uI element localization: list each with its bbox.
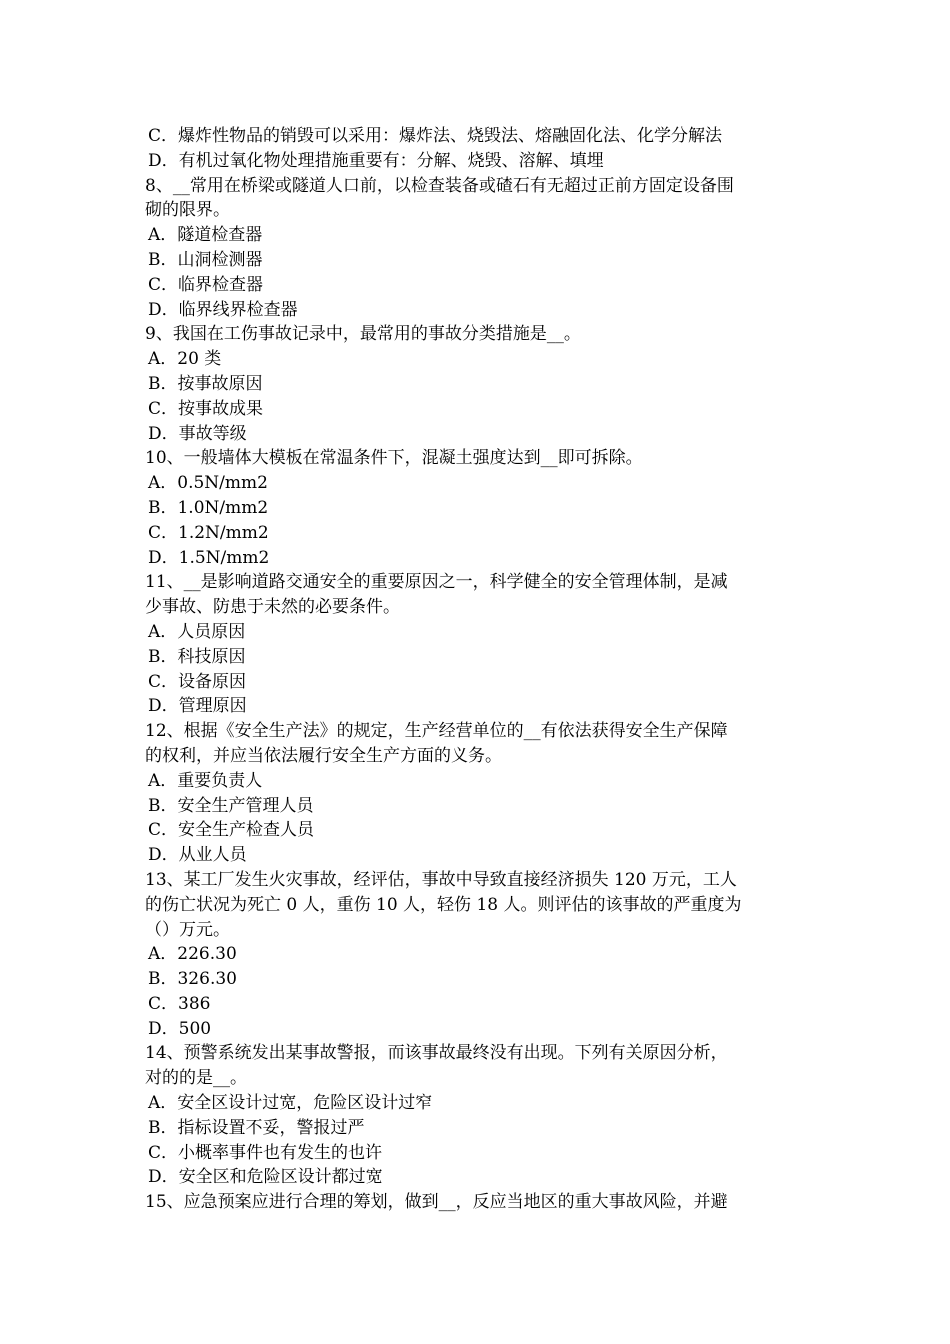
answer-option-line: A．0.5N/mm2	[148, 473, 268, 494]
answer-option-line: A．安全区设计过宽，危险区设计过窄	[148, 1093, 433, 1114]
answer-option-line: B．安全生产管理人员	[148, 795, 314, 816]
answer-option-line: C．386	[148, 993, 211, 1014]
question-text-line: 11、__是影响道路交通安全的重要原因之一，科学健全的安全管理体制，是减	[145, 572, 728, 593]
answer-option-line: C．爆炸性物品的销毁可以采用：爆炸法、烧毁法、熔融固化法、化学分解法	[148, 126, 723, 146]
question-text-line: 10、一般墙体大模板在常温条件下，混凝土强度达到__即可拆除。	[145, 448, 643, 469]
question-text-line: 15、应急预案应进行合理的筹划，做到__，反应当地区的重大事故风险，并避	[145, 1192, 728, 1213]
answer-option-line: C．1.2N/mm2	[148, 522, 269, 543]
document-body	[145, 124, 809, 1215]
answer-option-line: D．事故等级	[148, 423, 247, 444]
answer-option-line: A．隧道检查器	[148, 225, 263, 246]
answer-option-line: C．临界检查器	[148, 274, 264, 295]
answer-option-line: D．从业人员	[148, 845, 247, 866]
answer-option-line: D．1.5N/mm2	[148, 547, 270, 568]
answer-option-line: A．226.30	[148, 944, 237, 965]
question-text-line: 砌的限界。	[145, 200, 230, 221]
answer-option-line: B．指标设置不妥，警报过严	[148, 1117, 365, 1138]
answer-option-line: C．设备原因	[148, 671, 247, 692]
answer-option-line: A．人员原因	[148, 621, 246, 642]
answer-option-line: D．500	[148, 1018, 212, 1039]
question-text-line: 14、预警系统发出某事故警报，而该事故最终没有出现。下列有关原因分析，	[145, 1043, 728, 1064]
question-text-line: 少事故、防患于未然的必要条件。	[145, 597, 400, 618]
answer-option-line: B．326.30	[148, 969, 237, 990]
answer-option-line: A．重要负责人	[148, 770, 263, 791]
answer-option-line: D．有机过氧化物处理措施重要有：分解、烧毁、溶解、填埋	[148, 150, 604, 171]
answer-option-line: B．山洞检测器	[148, 249, 263, 270]
question-text-line: 的权利，并应当依法履行安全生产方面的义务。	[145, 745, 502, 766]
answer-option-line: D．安全区和危险区设计都过宽	[148, 1167, 383, 1188]
document-page	[145, 124, 809, 1215]
question-text-line: 9、我国在工伤事故记录中，最常用的事故分类措施是__。	[145, 324, 581, 345]
answer-option-line: C．按事故成果	[148, 398, 264, 419]
question-text-line: 8、__常用在桥梁或隧道人口前，以检查装备或碴石有无超过正前方固定设备围	[145, 175, 734, 196]
question-text-line: 12、根据《安全生产法》的规定，生产经营单位的__有依法获得安全生产保障	[145, 721, 728, 742]
answer-option-line: C．小概率事件也有发生的也许	[148, 1142, 383, 1163]
answer-option-line: B．按事故原因	[148, 373, 263, 394]
answer-option-line: B．科技原因	[148, 646, 246, 667]
answer-option-line: A．20 类	[148, 349, 222, 370]
question-text-line: 13、某工厂发生火灾事故，经评估，事故中导致直接经济损失 120 万元，工人	[145, 869, 737, 890]
question-text-line: 的伤亡状况为死亡 0 人，重伤 10 人，轻伤 18 人。则评估的该事故的严重度为	[145, 894, 742, 915]
answer-option-line: B．1.0N/mm2	[148, 497, 269, 518]
question-text-line: （）万元。	[145, 919, 230, 940]
answer-option-line: D．临界线界检查器	[148, 299, 298, 320]
answer-option-line: C．安全生产检查人员	[148, 820, 315, 841]
question-text-line: 对的的是__。	[145, 1068, 247, 1089]
answer-option-line: D．管理原因	[148, 696, 247, 717]
